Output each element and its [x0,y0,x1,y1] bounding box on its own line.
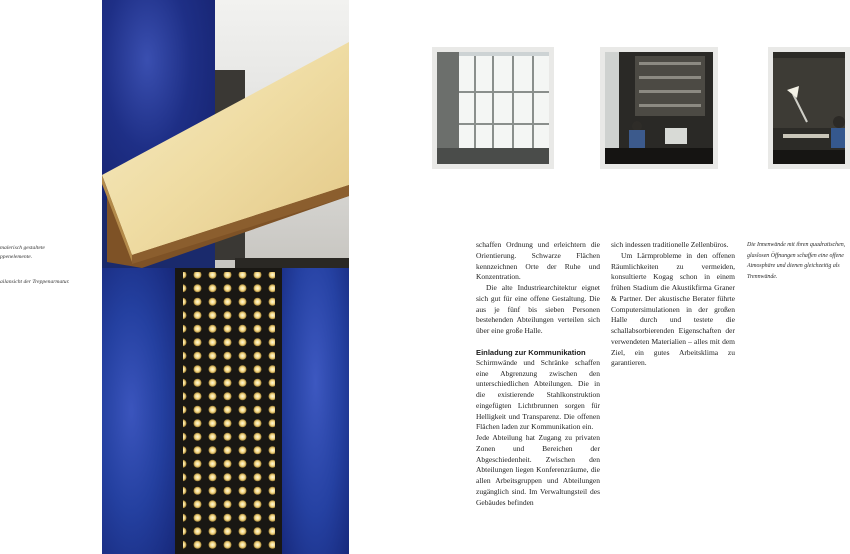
paragraph: schaffen Ordnung und erleichtern die Orientierung. Schwarze Flächen kennzeichnen Orte der Ruhe und Konzentration. [476,240,600,282]
caption-left-3: ailansicht der Treppenarmatur. [0,279,70,285]
paragraph: Die alte Industriearchitektur eignet sich gut für eine offene Gestaltung. Die aus je fünf bis sieben Personen bestehenden Abteilungen verteilen sich über eine große Halle. [476,283,600,335]
section-heading: Einladung zur Kommunikation [476,347,586,357]
caption-left-1: malerisch gestaltete [0,245,45,251]
perforated-panel [175,268,282,554]
perforated-lights [175,268,282,554]
photo-caption: Die Innenwände mit ihren quadratischen, glaslosen Öffnungen schaffen eine offene Atmosphäre und dienen gleichzeitig als Trennwände. [747,242,846,281]
blue-wall-left [102,268,175,554]
text-column-1 [476,240,600,508]
stair-slab [102,0,349,270]
staircase-photo [102,0,349,554]
paragraph: Jede Abteilung hat Zugang zu privaten Zonen und Bereichen der Abgeschiedenheit. Zwischen den Abteilungen liegen Konferenzräume, die allen Arbeitsgruppen und Abteilungen zugänglich sind. Im Verwaltungsteil des Gebäudes befinden [476,433,600,507]
caption-left-2: ppenelemente. [0,254,33,260]
paragraph: Um Lärmprobleme in den offenen Räumlichkeiten zu vermeiden, konsultierte Kogag schon in einem frühen Stadium die Akustikfirma Graner & Partner. Der akustische Berater führte Computersimulationen in der großen Halle durch und testete die schallabsorbierenden Eigenschaften der verwendeten Materialien – alles mit dem Ziel, ein gutes Arbeitsklima zu garantieren. [611,250,735,368]
office-window-photo-2 [600,47,718,169]
paragraph: sich indessen traditionelle Zellenbüros. [611,240,729,249]
paragraph: Schirmwände und Schränke schaffen eine Abgrenzung zwischen den unterschiedlichen Abteilungen. Die in die existierende Stahlkonstruktion eingefügten Lichtbrunnen sorgen für Helligkeit und Transparenz. Die offenen Flächen laden zur Kommunikation ein. [476,357,600,432]
office-window-photo-1 [432,47,554,169]
text-column-2 [611,240,735,369]
blue-wall-right [282,268,349,554]
office-window-photo-3 [768,47,850,169]
